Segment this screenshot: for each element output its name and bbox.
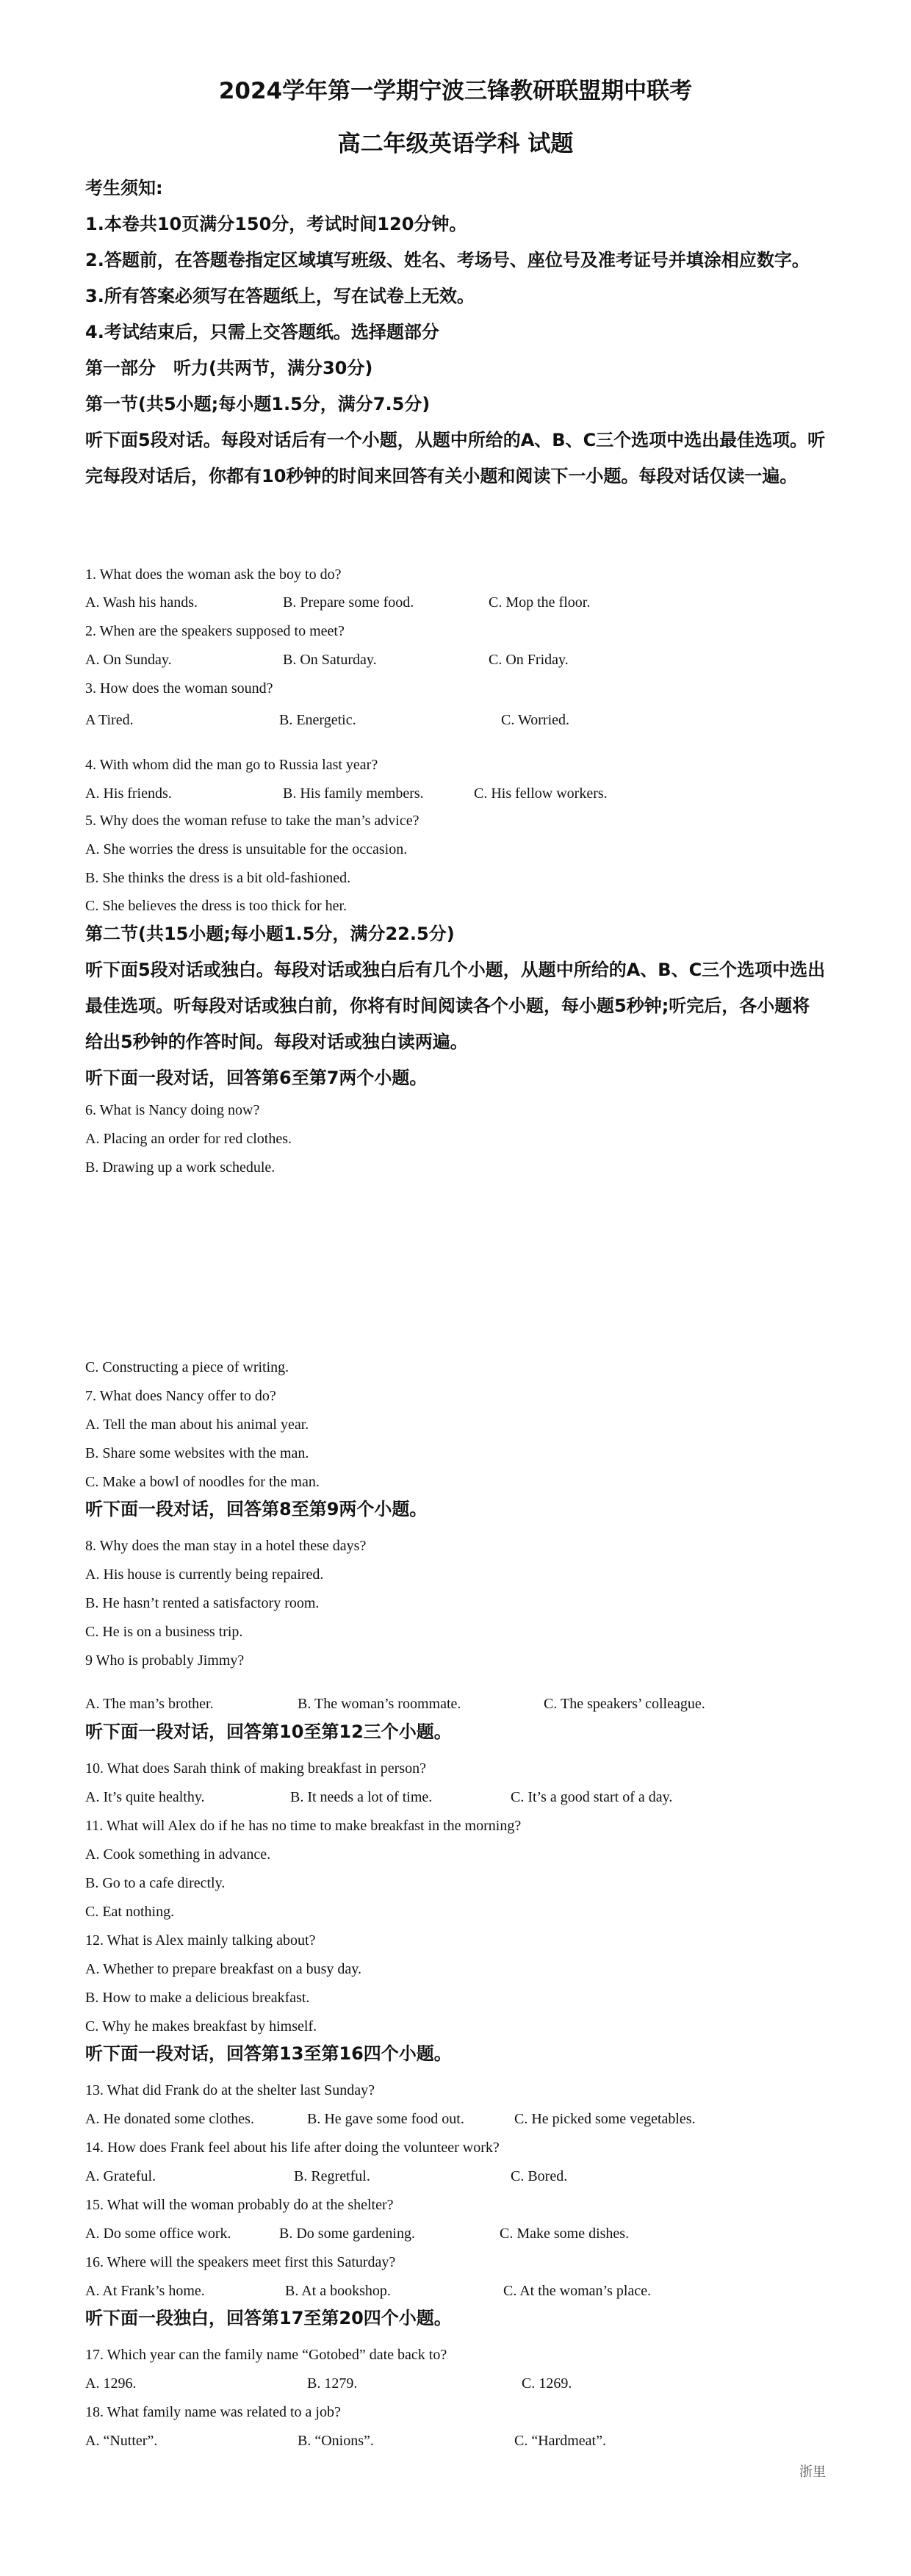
- instruction-item: 3.所有答案必须写在答题纸上，写在试卷上无效。: [85, 286, 475, 306]
- option-b: B. Regretful.: [294, 2168, 370, 2184]
- option-a: A. His house is currently being repaired.: [85, 1566, 324, 1583]
- question-stem: 16. Where will the speakers meet first this Saturday?: [85, 2254, 396, 2270]
- option-b: B. His family members.: [283, 785, 424, 802]
- option-c: C. Why he makes breakfast by himself.: [85, 2018, 317, 2034]
- question-stem: 14. How does Frank feel about his life after doing the volunteer work?: [85, 2140, 500, 2156]
- instructions-heading: 考生须知:: [85, 178, 163, 198]
- option-c: C. The speakers’ colleague.: [544, 1696, 705, 1712]
- question-stem: 18. What family name was related to a job?: [85, 2404, 341, 2420]
- section2-directions: 听下面5段对话或独白。每段对话或独白后有几个小题，从题中所给的A、B、C三个选项中选出最佳选项。听每段对话或独白前，你将有时间阅读各个小题，每小题5秒钟;听完后，各小题将给出5秒钟的作答时间。每段对话或独白读两遍。: [85, 960, 826, 1052]
- option-b: B. Prepare some food.: [283, 594, 414, 611]
- instructions: [85, 170, 826, 494]
- option-a: A. Whether to prepare breakfast on a busy day.: [85, 1961, 361, 1977]
- option-a: A. On Sunday.: [85, 652, 172, 668]
- option-c: C. Constructing a piece of writing.: [85, 1359, 289, 1375]
- section2: [85, 916, 826, 1096]
- option-a: A. At Frank’s home.: [85, 2283, 205, 2299]
- option-b: B. Go to a cafe directly.: [85, 1875, 226, 1891]
- question-stem: 13. What did Frank do at the shelter last Sunday?: [85, 2082, 375, 2098]
- option-c: C. It’s a good start of a day.: [511, 1789, 673, 1805]
- question-stem: 6. What is Nancy doing now?: [85, 1102, 260, 1118]
- option-c: C. Worried.: [501, 712, 570, 728]
- instruction-item: 4.考试结束后，只需上交答题纸。选择题部分: [85, 322, 439, 342]
- question-stem: 8. Why does the man stay in a hotel these days?: [85, 1538, 367, 1554]
- option-b: B. It needs a lot of time.: [290, 1789, 433, 1805]
- option-a: A. Cook something in advance.: [85, 1846, 271, 1863]
- option-b: B. The woman’s roommate.: [298, 1696, 461, 1712]
- option-c: C. She believes the dress is too thick for her.: [85, 898, 348, 914]
- option-a: A. Grateful.: [85, 2168, 156, 2184]
- question-stem: 2. When are the speakers supposed to meet?: [85, 623, 345, 639]
- option-c: C. Make some dishes.: [500, 2226, 630, 2242]
- option-a: A. He donated some clothes.: [85, 2111, 254, 2127]
- option-c: C. Eat nothing.: [85, 1904, 175, 1920]
- option-c: C. “Hardmeat”.: [514, 2433, 606, 2449]
- option-a: A. She worries the dress is unsuitable for the occasion.: [85, 841, 408, 857]
- question-stem: 5. Why does the woman refuse to take the man’s advice?: [85, 813, 420, 829]
- dialogue-prompt: 听下面一段对话，回答第8至第9两个小题。: [85, 1499, 428, 1519]
- option-b: B. How to make a delicious breakfast.: [85, 1990, 310, 2006]
- option-a: A. His friends.: [85, 785, 172, 802]
- part1-heading: 第一部分 听力(共两节，满分30分): [85, 358, 373, 378]
- option-b: B. Drawing up a work schedule.: [85, 1159, 276, 1176]
- question-stem: 4. With whom did the man go to Russia last year?: [85, 757, 378, 773]
- question-stem: 3. How does the woman sound?: [85, 680, 273, 697]
- dialogue-prompt: 听下面一段对话，回答第10至第12三个小题。: [85, 1721, 452, 1742]
- option-a: A Tired.: [85, 712, 134, 728]
- option-b: B. Energetic.: [279, 712, 356, 728]
- dialogue-prompt: 听下面一段对话，回答第13至第16四个小题。: [85, 2043, 452, 2064]
- section1-heading: 第一节(共5小题;每小题1.5分，满分7.5分): [85, 394, 431, 414]
- exam-subtitle: 高二年级英语学科 试题: [337, 131, 574, 157]
- section2-heading: 第二节(共15小题;每小题1.5分，满分22.5分): [85, 924, 455, 944]
- option-b: B. Share some websites with the man.: [85, 1445, 309, 1461]
- question-stem: 17. Which year can the family name “Gotobed” date back to?: [85, 2347, 447, 2363]
- option-a: A. Wash his hands.: [85, 594, 198, 611]
- option-c: C. On Friday.: [489, 652, 569, 668]
- page-footer: 浙里: [799, 2464, 826, 2480]
- option-b: B. At a bookshop.: [285, 2283, 391, 2299]
- option-c: C. At the woman’s place.: [503, 2283, 652, 2299]
- instruction-item: 1.本卷共10页满分150分，考试时间120分钟。: [85, 214, 467, 234]
- option-b: B. On Saturday.: [283, 652, 377, 668]
- option-a: A. Placing an order for red clothes.: [85, 1131, 292, 1147]
- option-a: A. “Nutter”.: [85, 2433, 158, 2449]
- option-a: A. Tell the man about his animal year.: [85, 1417, 309, 1433]
- option-c: C. He picked some vegetables.: [514, 2111, 696, 2127]
- option-b: B. He gave some food out.: [307, 2111, 464, 2127]
- question-stem: 15. What will the woman probably do at the shelter?: [85, 2197, 394, 2213]
- dialogue-prompt: 听下面一段对话，回答第6至第7两个小题。: [85, 1068, 428, 1088]
- question-stem: 7. What does Nancy offer to do?: [85, 1388, 276, 1404]
- option-a: A. The man’s brother.: [85, 1696, 214, 1712]
- option-c: C. He is on a business trip.: [85, 1624, 243, 1640]
- question-stem: 10. What does Sarah think of making breakfast in person?: [85, 1760, 426, 1777]
- question-stem: 9 Who is probably Jimmy?: [85, 1652, 245, 1669]
- option-c: C. His fellow workers.: [474, 785, 608, 802]
- question-stem: 1. What does the woman ask the boy to do?: [85, 566, 342, 583]
- exam-title: 2024学年第一学期宁波三锋教研联盟期中联考: [218, 78, 693, 104]
- option-b: B. 1279.: [307, 2375, 358, 2392]
- option-a: A. It’s quite healthy.: [85, 1789, 205, 1805]
- option-c: C. 1269.: [522, 2375, 572, 2392]
- option-b: B. She thinks the dress is a bit old-fashioned.: [85, 870, 351, 886]
- option-c: C. Bored.: [511, 2168, 568, 2184]
- instruction-item: 2.答题前，在答题卷指定区域填写班级、姓名、考场号、座位号及准考证号并填涂相应数字。: [85, 250, 810, 270]
- option-b: B. Do some gardening.: [279, 2226, 415, 2242]
- option-c: C. Make a bowl of noodles for the man.: [85, 1474, 320, 1490]
- section1-directions: 听下面5段对话。每段对话后有一个小题，从题中所给的A、B、C三个选项中选出最佳选项。听完每段对话后，你都有10秒钟的时间来回答有关小题和阅读下一小题。每段对话仅读一遍。: [85, 430, 826, 486]
- option-a: A. Do some office work.: [85, 2226, 231, 2242]
- option-b: B. He hasn’t rented a satisfactory room.: [85, 1595, 320, 1611]
- dialogue-prompt: 听下面一段独白，回答第17至第20四个小题。: [85, 2308, 452, 2328]
- option-a: A. 1296.: [85, 2375, 137, 2392]
- question-stem: 12. What is Alex mainly talking about?: [85, 1932, 316, 1949]
- question-stem: 11. What will Alex do if he has no time to make breakfast in the morning?: [85, 1818, 522, 1834]
- option-c: C. Mop the floor.: [489, 594, 591, 611]
- option-b: B. “Onions”.: [298, 2433, 374, 2449]
